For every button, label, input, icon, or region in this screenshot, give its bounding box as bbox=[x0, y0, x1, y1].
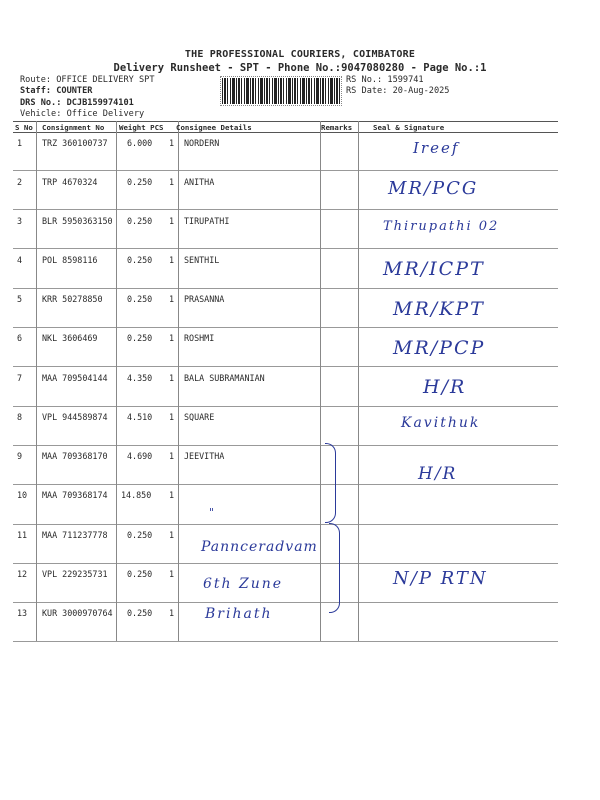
cell-consignee: PRASANNA bbox=[184, 294, 225, 304]
cell-pcs: 1 bbox=[169, 490, 175, 500]
cell-consignment: KUR 3000970764 bbox=[42, 608, 113, 618]
cell-sno: 8 bbox=[17, 412, 23, 422]
cell-pcs: 1 bbox=[169, 294, 175, 304]
header-consignment: Consignment No bbox=[42, 123, 105, 132]
header-weight-pcs: Weight PCS bbox=[119, 123, 164, 132]
handwritten-note-line2: 6th Zune bbox=[203, 576, 284, 592]
cell-weight: 4.510 bbox=[127, 412, 153, 422]
cell-pcs: 1 bbox=[169, 138, 175, 148]
signature-row-2: MR/PCG bbox=[388, 178, 479, 199]
vehicle-label: Vehicle: Office Delivery bbox=[20, 109, 145, 119]
cell-pcs: 1 bbox=[169, 333, 175, 343]
cell-sno: 3 bbox=[17, 216, 23, 226]
runsheet-table bbox=[13, 121, 558, 641]
cell-pcs: 1 bbox=[169, 177, 175, 187]
cell-consignee: JEEVITHA bbox=[184, 451, 225, 461]
cell-sno: 7 bbox=[17, 373, 23, 383]
cell-weight: 0.250 bbox=[127, 216, 153, 226]
cell-consignment: BLR 5950363150 bbox=[42, 216, 113, 226]
signature-row-4: MR/ICPT bbox=[383, 258, 485, 280]
cell-pcs: 1 bbox=[169, 569, 175, 579]
cell-sno: 1 bbox=[17, 138, 23, 148]
cell-consignment: VPL 229235731 bbox=[42, 569, 108, 579]
cell-consignee: ANITHA bbox=[184, 177, 215, 187]
header-sno: S No bbox=[15, 123, 33, 132]
cell-pcs: 1 bbox=[169, 451, 175, 461]
cell-consignment: POL 8598116 bbox=[42, 255, 98, 265]
cell-sno: 6 bbox=[17, 333, 23, 343]
cell-weight: 0.250 bbox=[127, 255, 153, 265]
cell-sno: 2 bbox=[17, 177, 23, 187]
cell-sno: 13 bbox=[17, 608, 28, 618]
cell-consignee: NORDERN bbox=[184, 138, 220, 148]
cell-pcs: 1 bbox=[169, 216, 175, 226]
cell-consignment: MAA 711237778 bbox=[42, 530, 108, 540]
signature-row-5: MR/KPT bbox=[393, 298, 485, 320]
header-consignee: Consignee Details bbox=[176, 123, 252, 132]
signature-row-1: Ireef bbox=[413, 139, 460, 157]
signature-row-12: N/P RTN bbox=[393, 568, 488, 589]
rs-number: RS No.: 1599741 bbox=[346, 75, 424, 85]
cell-weight: 0.250 bbox=[127, 177, 153, 187]
cell-consignee: TIRUPATHI bbox=[184, 216, 230, 226]
header-seal: Seal & Signature bbox=[373, 123, 445, 132]
cell-pcs: 1 bbox=[169, 255, 175, 265]
cell-weight: 6.000 bbox=[127, 138, 153, 148]
cell-consignment: TRZ 360100737 bbox=[42, 138, 108, 148]
signature-row-9: H/R bbox=[418, 464, 458, 484]
handwritten-ditto: " bbox=[209, 506, 217, 519]
cell-consignee: SENTHIL bbox=[184, 255, 220, 265]
cell-sno: 10 bbox=[17, 490, 28, 500]
cell-sno: 12 bbox=[17, 569, 28, 579]
handwritten-brace-lower bbox=[329, 523, 340, 613]
cell-sno: 11 bbox=[17, 530, 28, 540]
cell-consignee: BALA SUBRAMANIAN bbox=[184, 373, 265, 383]
rs-date: RS Date: 20-Aug-2025 bbox=[346, 86, 450, 96]
cell-consignment: MAA 709504144 bbox=[42, 373, 108, 383]
cell-sno: 4 bbox=[17, 255, 23, 265]
handwritten-note-line1: Pannceradvam bbox=[201, 539, 318, 555]
cell-consignment: NKL 3606469 bbox=[42, 333, 98, 343]
cell-consignment: KRR 50278850 bbox=[42, 294, 103, 304]
cell-weight: 0.250 bbox=[127, 333, 153, 343]
cell-consignment: MAA 709368170 bbox=[42, 451, 108, 461]
cell-weight: 0.250 bbox=[127, 569, 153, 579]
route-label: Route: OFFICE DELIVERY SPT bbox=[20, 75, 155, 85]
barcode-icon bbox=[222, 78, 340, 104]
cell-consignment: TRP 4670324 bbox=[42, 177, 98, 187]
signature-row-8: Kavithuk bbox=[401, 415, 481, 431]
signature-row-3: Thirupathi 02 bbox=[383, 219, 500, 234]
cell-weight: 0.250 bbox=[127, 530, 153, 540]
signature-row-6: MR/PCP bbox=[393, 337, 486, 359]
cell-consignment: MAA 709368174 bbox=[42, 490, 108, 500]
cell-weight: 14.850 bbox=[121, 490, 152, 500]
cell-pcs: 1 bbox=[169, 608, 175, 618]
cell-consignment: VPL 944589874 bbox=[42, 412, 108, 422]
handwritten-note-line3: Brihath bbox=[205, 606, 273, 622]
drs-number: DRS No.: DCJB159974101 bbox=[20, 98, 134, 108]
cell-pcs: 1 bbox=[169, 373, 175, 383]
header-remarks: Remarks bbox=[321, 123, 353, 132]
cell-consignee: SQUARE bbox=[184, 412, 215, 422]
cell-pcs: 1 bbox=[169, 412, 175, 422]
signature-row-7: H/R bbox=[423, 376, 467, 398]
cell-sno: 9 bbox=[17, 451, 23, 461]
cell-weight: 4.690 bbox=[127, 451, 153, 461]
staff-label: Staff: COUNTER bbox=[20, 86, 93, 96]
cell-weight: 0.250 bbox=[127, 608, 153, 618]
cell-weight: 4.350 bbox=[127, 373, 153, 383]
handwritten-brace-upper bbox=[325, 443, 336, 523]
cell-weight: 0.250 bbox=[127, 294, 153, 304]
cell-pcs: 1 bbox=[169, 530, 175, 540]
company-title: THE PROFESSIONAL COURIERS, COIMBATORE bbox=[184, 49, 416, 60]
cell-consignee: ROSHMI bbox=[184, 333, 215, 343]
cell-sno: 5 bbox=[17, 294, 23, 304]
runsheet-title: Delivery Runsheet - SPT - Phone No.:9047080280 - Page No.:1 bbox=[113, 62, 487, 74]
